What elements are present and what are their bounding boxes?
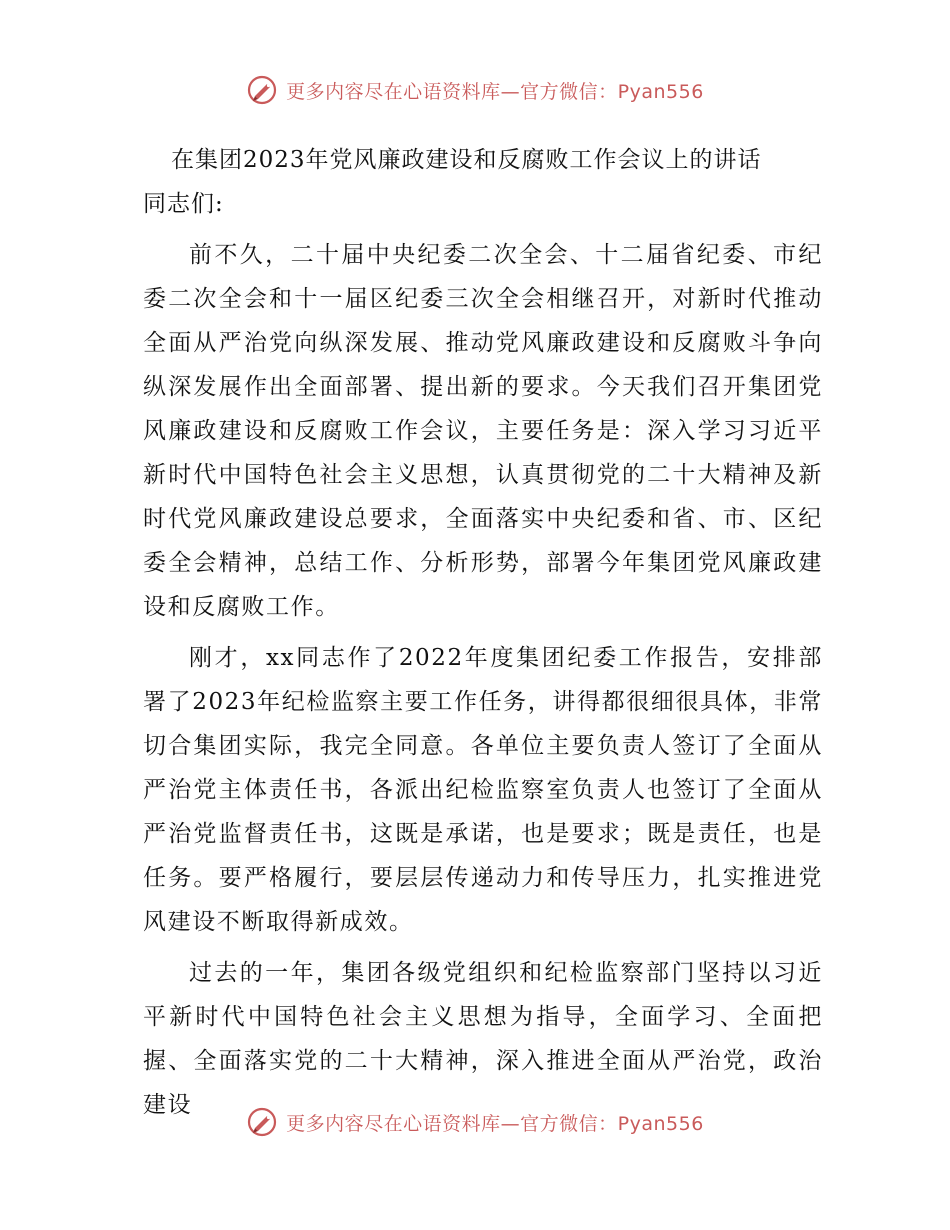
greeting: 同志们:: [143, 191, 224, 217]
document-body: [143, 138, 823, 1134]
paragraph-2: 刚才，xx同志作了2022年度集团纪委工作报告，安排部署了2023年纪检监察主要工作任务，讲得都很细很具体，非常切合集团实际，我完全同意。各单位主要负责人签订了全面从严治党主体责任书，各派出纪检监察室负责人也签订了全面从严治党监督责任书，这既是承诺，也是要求；既是责任，也是任务。要严格履行，要层层传递动力和传导压力，扎实推进党风建设不断取得新成效。: [143, 645, 823, 935]
pen-logo-icon: [246, 74, 278, 106]
pen-logo-icon: [246, 1106, 278, 1138]
watermark-text: 更多内容尽在心语资料库—官方微信：Pyan556: [286, 1112, 704, 1135]
footer-watermark: [0, 1102, 950, 1142]
header-watermark: [0, 70, 950, 110]
watermark-text: 更多内容尽在心语资料库—官方微信：Pyan556: [286, 80, 704, 103]
paragraph-3: 过去的一年，集团各级党组织和纪检监察部门坚持以习近平新时代中国特色社会主义思想为指导，全面学习、全面把握、全面落实党的二十大精神，深入推进全面从严治党，政治建设: [143, 960, 823, 1118]
paragraph-1: 前不久，二十届中央纪委二次全会、十二届省纪委、市纪委二次全会和十一届区纪委三次全会相继召开，对新时代推动全面从严治党向纵深发展、推动党风廉政建设和反腐败斗争向纵深发展作出全面部署、提出新的要求。今天我们召开集团党风廉政建设和反腐败工作会议，主要任务是：深入学习习近平新时代中国特色社会主义思想，认真贯彻党的二十大精神及新时代党风廉政建设总要求，全面落实中央纪委和省、市、区纪委全会精神，总结工作、分析形势，部署今年集团党风廉政建设和反腐败工作。: [143, 242, 823, 620]
document-title: 在集团2023年党风廉政建设和反腐败工作会议上的讲话: [171, 147, 762, 173]
